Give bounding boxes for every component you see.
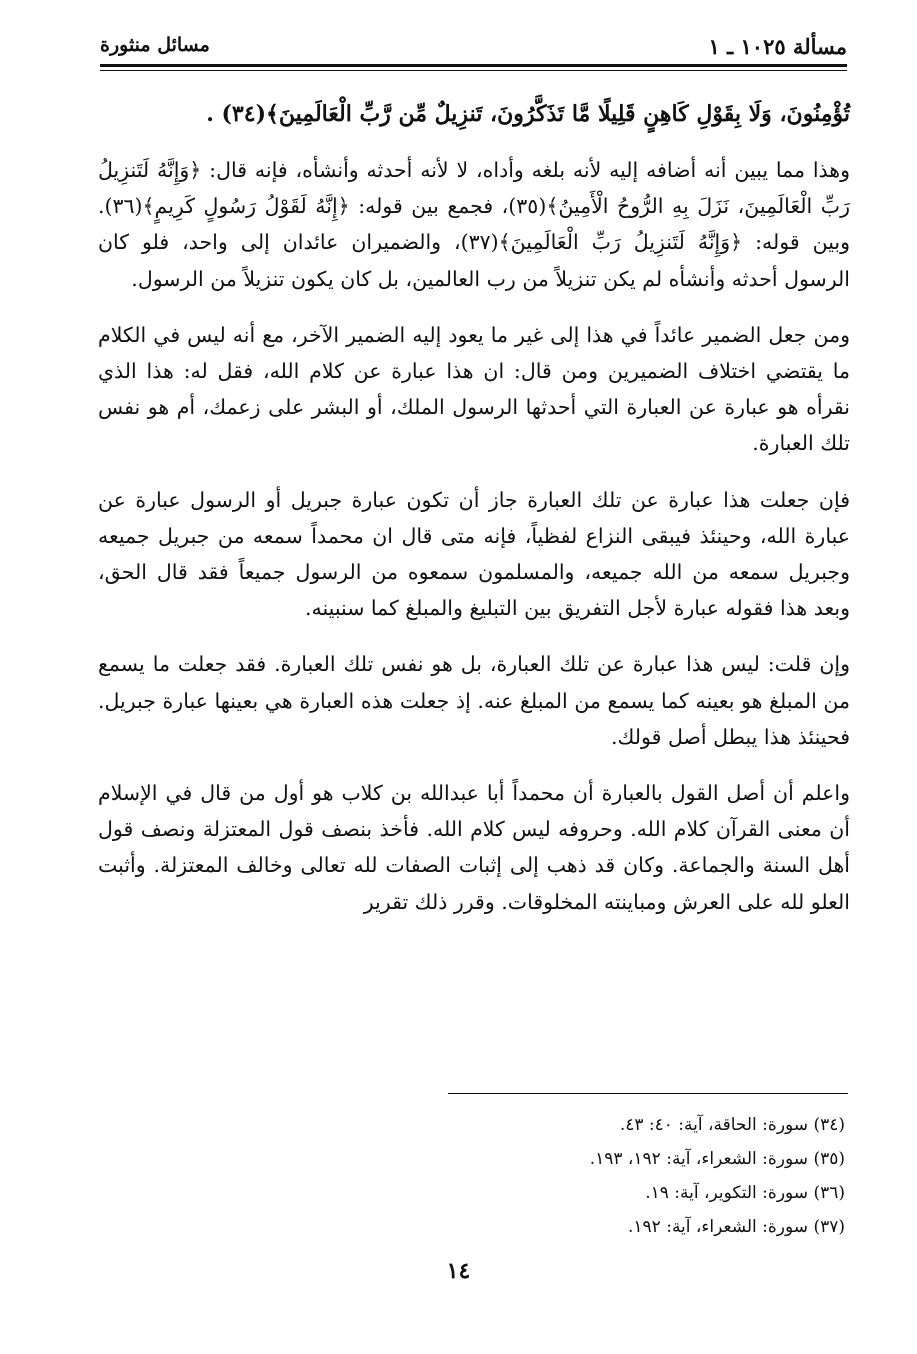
header-issue-number: مسألة ١٠٢٥ ـ ١ bbox=[708, 34, 847, 59]
footnote-34: (٣٤) سورة: الحاقة، آية: ٤٠: ٤٣. bbox=[619, 1115, 845, 1135]
paragraph-3: فإن جعلت هذا عبارة عن تلك العبارة جاز أن تكون عبارة جبريل أو الرسول عبارة عن عبارة الله، وحينئذ فيبقى النزاع لفظياً، فإنه متى قال ان محمداً سمعه من جبريل جميعه وجبريل سمعه من الله جميعه، والمسلمون سمعوه من الرسول جميعاً فقد قال الحق، وبعد هذا فقوله عبارة لأجل التفريق بين التبليغ والمبلغ كما سنبينه. bbox=[98, 487, 850, 621]
page-number: ١٤ bbox=[446, 1258, 471, 1284]
running-header bbox=[100, 30, 847, 64]
paragraph-1: وهذا مما يبين أنه أضافه إليه لأنه بلغه وأداه، لا لأنه أحدثه وأنشأه، فإنه قال: ﴿وَإِنَّهُ لَتَنزِيلُ رَبِّ الْعَالَمِينَ، نَزَلَ بِهِ الرُّوحُ الْأَمِينُ﴾(٣٥)، فجمع بين قوله: ﴿إِنَّهُ لَقَوْلُ رَسُولٍ كَرِيمٍ﴾(٣٦). وبين قوله: ﴿وَإِنَّهُ لَتَنزِيلُ رَبِّ الْعَالَمِينَ﴾(٣٧)، والضميران عائدان إلى واحد، فلو كان الرسول أحدثه وأنشأه لم يكن تنزيلاً من رب العالمين، بل كان يكون تنزيلاً من الرسول. bbox=[98, 158, 850, 291]
footnote-36: (٣٦) سورة: التكوير، آية: ١٩. bbox=[645, 1183, 845, 1203]
footnote-35: (٣٥) سورة: الشعراء، آية: ١٩٢، ١٩٣. bbox=[589, 1149, 845, 1169]
footnotes bbox=[105, 1108, 845, 1244]
verse-continuation: تُؤْمِنُونَ، وَلَا بِقَوْلِ كَاهِنٍ قَلِيلًا مَّا تَذَكَّرُونَ، تَنزِيلٌ مِّن رَّبِّ الْعَالَمِينَ﴾(٣٤) . bbox=[206, 101, 850, 127]
header-book-title: مسائل منثورة bbox=[100, 34, 210, 56]
header-rule-thick bbox=[100, 64, 847, 67]
footnote-separator bbox=[448, 1093, 848, 1094]
header-rule-thin bbox=[100, 70, 847, 71]
paragraph-2: ومن جعل الضمير عائداً في هذا إلى غير ما يعود إليه الضمير الآخر، مع أنه ليس في الكلام ما يقتضي اختلاف الضميرين ومن قال: ان هذا عبارة عن كلام الله، فقل له: هذا الذي نقرأه هو عبارة عن العبارة التي أحدثها الرسول الملك، أو البشر على زعمك، أم هو نفس تلك العبارة. bbox=[98, 322, 850, 456]
footnote-37: (٣٧) سورة: الشعراء، آية: ١٩٢. bbox=[628, 1217, 845, 1237]
paragraph-4: وإن قلت: ليس هذا عبارة عن تلك العبارة، بل هو نفس تلك العبارة. فقد جعلت ما يسمع من المبلغ هو بعينه كما يسمع من المبلغ عنه. إذ جعلت هذه العبارة هي بعينها عبارة جبريل. فحينئذ هذا يبطل أصل قولك. bbox=[98, 652, 850, 749]
main-text bbox=[98, 96, 850, 920]
paragraph-5: واعلم أن أصل القول بالعبارة أن محمداً أبا عبدالله بن كلاب هو أول من قال في الإسلام أن معنى القرآن كلام الله. وحروفه ليس كلام الله. فأخذ بنصف قول المعتزلة ونصف قول أهل السنة والجماعة. وكان قد ذهب إلى إثبات الصفات لله تعالى وخالف المعتزلة. وأثبت العلو لله على العرش ومباينته المخلوقات. وقرر ذلك تقرير bbox=[98, 781, 850, 914]
